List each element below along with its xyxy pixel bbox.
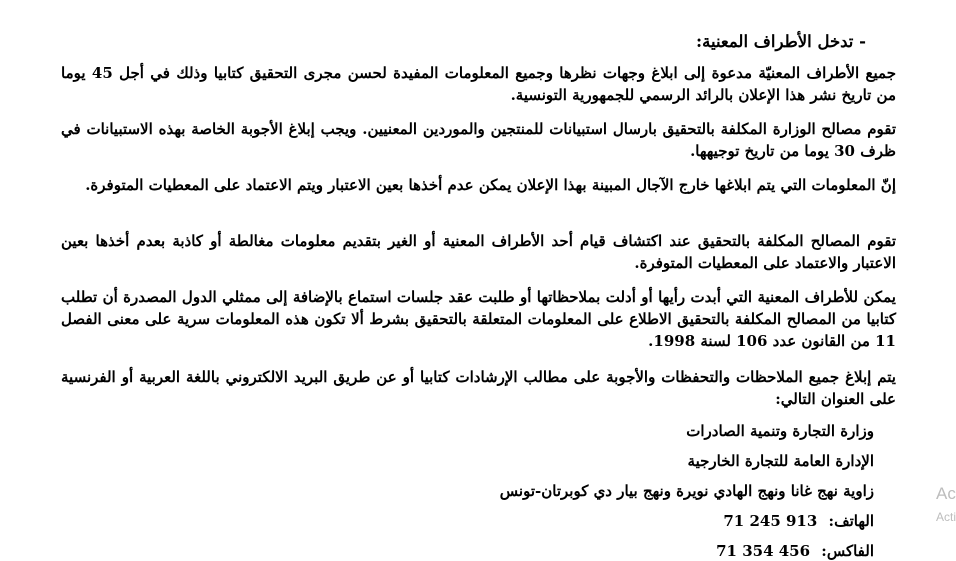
address-phone	[723, 512, 874, 530]
paragraph-submission-address: يتم إبلاغ جميع الملاحظات والتحفظات والأجوبة على مطالب الإرشادات كتابيا أو عن طريق البريد الالكتروني باللغة العربية أو الفرنسية على العنوان التالي:	[61, 368, 896, 408]
address-department: الإدارة العامة للتجارة الخارجية	[687, 452, 874, 470]
address-ministry: وزارة التجارة وتنمية الصادرات	[686, 422, 874, 440]
fax-number: 71 354 456	[716, 542, 811, 560]
paragraph-misleading-information: تقوم المصالح المكلفة بالتحقيق عند اكتشاف قيام أحد الأطراف المعنية أو الغير بتقديم معلومات مغالطة أو كاذبة بعدم أخذها بعين الاعتبار والاعتماد على المعطيات المتوفرة.	[61, 232, 896, 272]
address-fax	[716, 542, 874, 560]
activation-watermark-line2: Acti	[936, 510, 956, 524]
section-heading: - تدخل الأطراف المعنية:	[696, 32, 866, 51]
paragraph-late-information: إنّ المعلومات التي يتم ابلاغها خارج الآجال المبينة بهذا الإعلان يمكن عدم أخذها بعين الاعتبار ويتم الاعتماد على المعطيات المتوفرة.	[85, 176, 896, 194]
activation-watermark-line1: Ac	[936, 484, 956, 503]
address-street: زاوية نهج غانا ونهج الهادي نويرة ونهج بيار دي كوبرتان-تونس	[499, 482, 874, 500]
fax-label: الفاكس:	[821, 542, 874, 560]
paragraph-questionnaires: تقوم مصالح الوزارة المكلفة بالتحقيق بارسال استبيانات للمنتجين والموردين المعنيين. ويجب إبلاغ الأجوبة الخاصة بهذه الاستبيانات في ظرف 30 يوما من تاريخ توجيهها.	[61, 120, 896, 160]
phone-label: الهاتف:	[828, 512, 874, 530]
paragraph-access-to-information: يمكن للأطراف المعنية التي أبدت رأيها أو أدلت بملاحظاتها أو طلبت عقد جلسات استماع بالإضافة إلى ممثلي الدول المصدرة أن تطلب كتابيا من المصالح المكلفة بالتحقيق الاطلاع على المعلومات المتعلقة بالتحقيق بشرط ألا تكون هذه المعلومات سرية على معنى الفصل 11 من القانون عدد 106 لسنة 1998.	[61, 288, 896, 350]
paragraph-deadline-45-days: جميع الأطراف المعنيّة مدعوة إلى ابلاغ وجهات نظرها وجميع المعلومات المفيدة لحسن مجرى التحقيق كتابيا وذلك في أجل 45 يوما من تاريخ نشر هذا الإعلان بالرائد الرسمي للجمهورية التونسية.	[61, 64, 896, 104]
phone-number: 71 245 913	[723, 512, 818, 530]
